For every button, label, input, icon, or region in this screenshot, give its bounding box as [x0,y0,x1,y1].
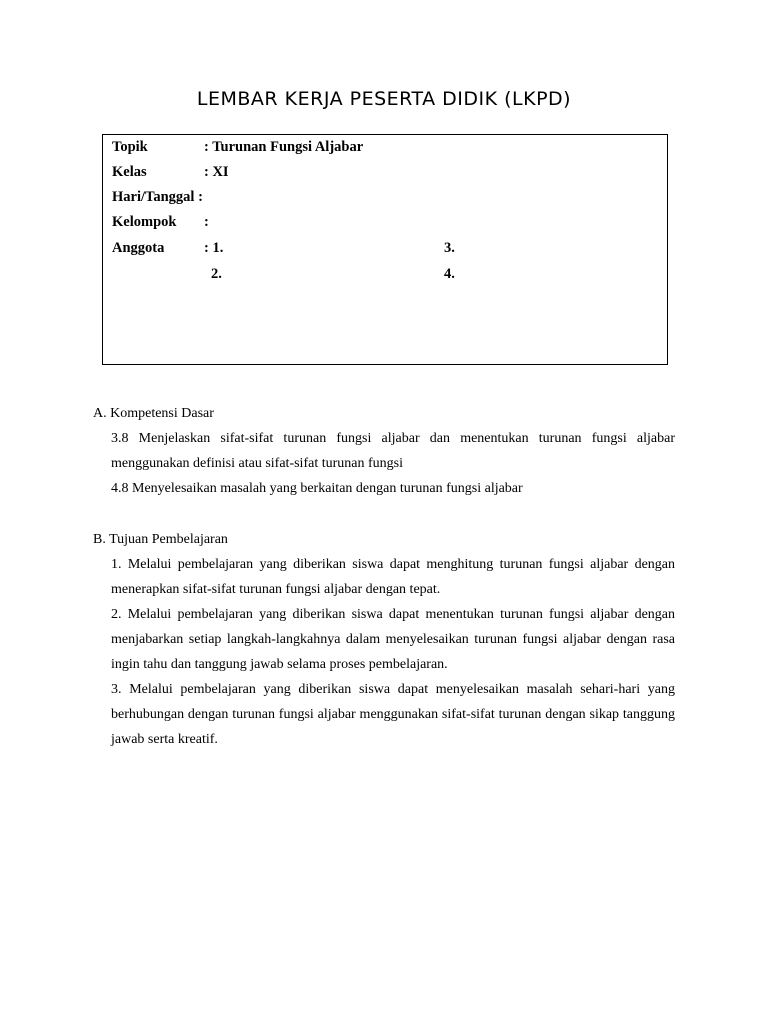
page-title: LEMBAR KERJA PESERTA DIDIK (LKPD) [196,88,572,110]
topik-value: : Turunan Fungsi Aljabar [204,139,364,155]
tujuan-item: 1. Melalui pembelajaran yang diberikan siswa dapat menghitung turunan fungsi aljabar dengan menerapkan sifat-sifat turunan fungsi aljabar dengan tepat. [111,557,675,597]
anggota-member-3: 3. [444,240,455,256]
anggota-label: Anggota [112,240,165,256]
kelas-label: Kelas [112,164,147,180]
kompetensi-item: 4.8 Menyelesaikan masalah yang berkaitan dengan turunan fungsi aljabar [111,481,523,496]
topik-label: Topik [112,139,148,155]
student-info-box [102,134,668,365]
anggota-member-1: : 1. [204,240,224,256]
section-b-heading: B. Tujuan Pembelajaran [93,532,228,547]
anggota-member-4: 4. [444,266,455,282]
kompetensi-item: 3.8 Menjelaskan sifat-sifat turunan fungsi aljabar dan menentukan turunan fungsi aljabar menggunakan definisi atau sifat-sifat turunan fungsi [111,431,675,471]
tujuan-item: 2. Melalui pembelajaran yang diberikan siswa dapat menentukan turunan fungsi aljabar dengan menjabarkan setiap langkah-langkahnya dalam menyelesaikan turunan fungsi aljabar dengan rasa ingin tahu dan tanggung jawab selama proses pembelajaran. [111,607,675,672]
tujuan-item: 3. Melalui pembelajaran yang diberikan siswa dapat menyelesaikan masalah sehari-hari yang berhubungan dengan turunan fungsi aljabar menggunakan sifat-sifat turunan dengan sikap tanggung jawab serta kreatif. [111,682,675,747]
section-tujuan-pembelajaran [93,527,675,752]
anggota-member-2: 2. [211,266,222,282]
hari-tanggal-label: Hari/Tanggal : [112,189,203,205]
kelas-value: : XI [204,164,229,180]
kelompok-label: Kelompok [112,214,177,230]
section-a-heading: A. Kompetensi Dasar [93,406,214,421]
section-kompetensi-dasar [93,401,675,501]
kelompok-value: : [204,214,209,230]
